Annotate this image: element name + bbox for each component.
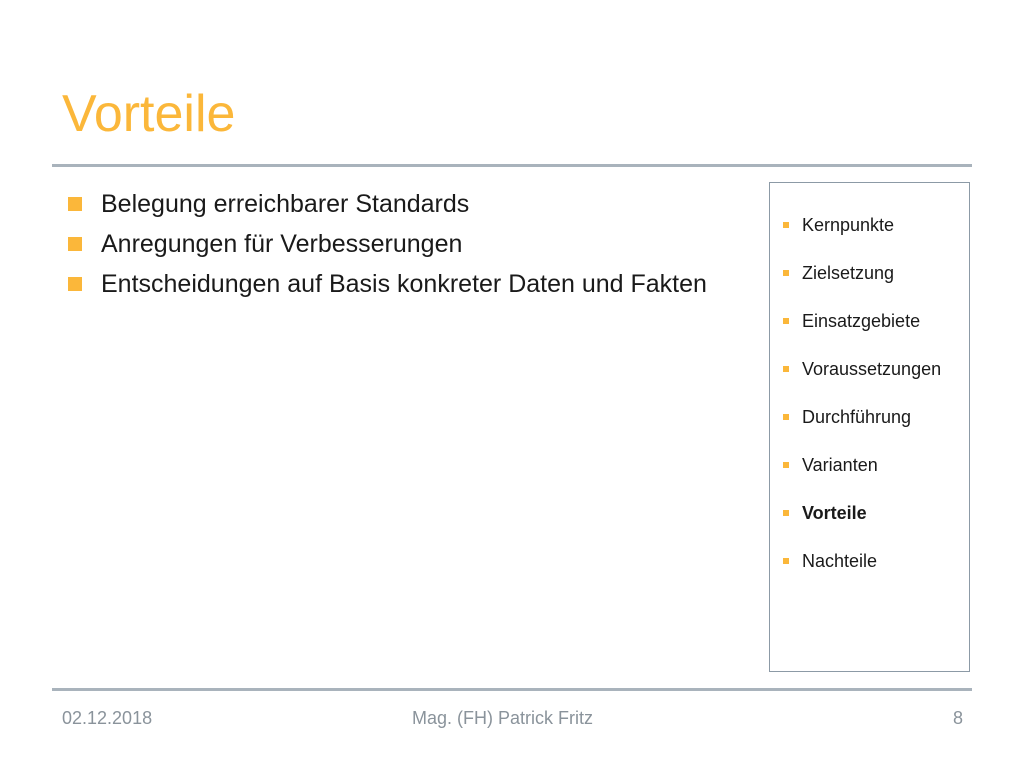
agenda-item-label: Kernpunkte [802,215,895,235]
bullet-text: Entscheidungen auf Basis konkreter Daten und Fakten [101,270,707,298]
agenda-item-varianten [782,453,941,501]
square-bullet-icon [68,237,82,251]
agenda-item-label: Vorteile [802,503,867,523]
footer-date: 02.12.2018 [62,708,153,728]
bullet-item [68,268,728,301]
small-square-bullet-icon [783,366,789,372]
footer-divider [52,688,972,691]
agenda-item-label: Nachteile [802,551,878,571]
page-number: 8 [953,708,964,728]
small-square-bullet-icon [783,318,789,324]
agenda-list [782,213,941,597]
agenda-item-label: Voraussetzungen [802,359,942,379]
small-square-bullet-icon [783,414,789,420]
agenda-item-label: Einsatzgebiete [802,311,921,331]
agenda-item-einsatzgebiete [782,309,941,357]
small-square-bullet-icon [783,510,789,516]
agenda-box [769,182,970,672]
small-square-bullet-icon [783,270,789,276]
square-bullet-icon [68,197,82,211]
agenda-item-nachteile [782,549,941,597]
agenda-item-voraussetzungen [782,357,941,405]
title-divider [52,164,972,167]
agenda-item-kernpunkte [782,213,941,261]
bullet-item [68,188,728,221]
footer-author: Mag. (FH) Patrick Fritz [412,708,594,728]
bullet-item [68,228,728,261]
agenda-item-label: Durchführung [802,407,912,427]
small-square-bullet-icon [783,462,789,468]
bullet-text: Anregungen für Verbesserungen [101,230,463,258]
square-bullet-icon [68,277,82,291]
bullet-text: Belegung erreichbarer Standards [101,190,470,218]
agenda-item-zielsetzung [782,261,941,309]
agenda-item-label: Zielsetzung [802,263,895,283]
small-square-bullet-icon [783,222,789,228]
slide-title: Vorteile [62,85,236,143]
agenda-item-label: Varianten [802,455,878,475]
agenda-item-durchfuehrung [782,405,941,453]
bullet-list [68,188,728,308]
small-square-bullet-icon [783,558,789,564]
agenda-item-vorteile-current [782,501,941,549]
